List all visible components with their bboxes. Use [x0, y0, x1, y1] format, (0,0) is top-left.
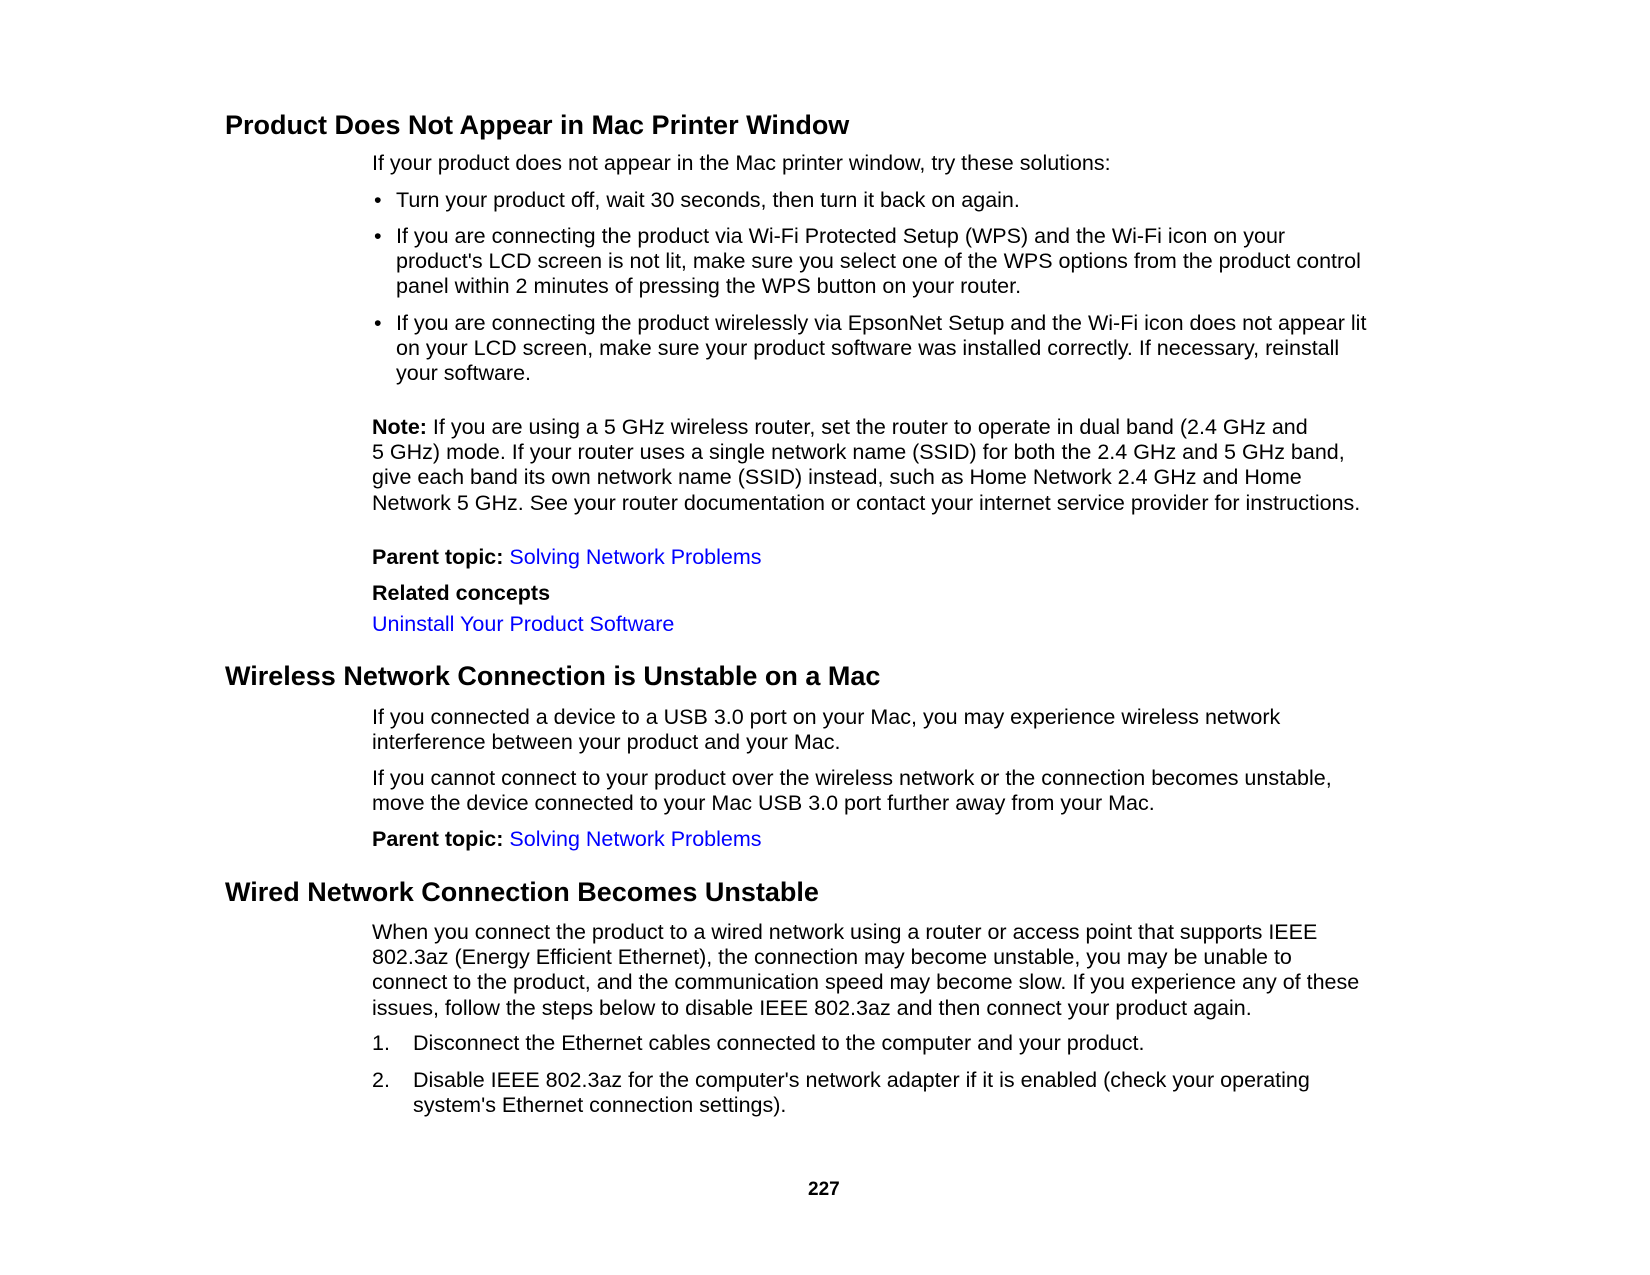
step-item [372, 1031, 1145, 1056]
parent-topic-link[interactable]: Solving Network Problems [509, 545, 762, 569]
bullet-line: panel within 2 minutes of pressing the WPS button on your router. [396, 274, 1022, 299]
bullet-item [374, 188, 1020, 213]
note-block [372, 415, 1360, 516]
bullet-line: Turn your product off, wait 30 seconds, then turn it back on again. [396, 188, 1020, 212]
paragraph-line: If you connected a device to a USB 3.0 port on your Mac, you may experience wireless network [372, 705, 1281, 729]
paragraph-line: If you cannot connect to your product over the wireless network or the connection becomes unstable, [372, 766, 1332, 790]
note-label: Note: [372, 415, 427, 439]
bullet-line: If you are connecting the product via Wi-Fi Protected Setup (WPS) and the Wi-Fi icon on your [396, 224, 1286, 248]
paragraph [372, 705, 1280, 755]
bullet-icon: • [374, 188, 382, 212]
related-concepts-label: Related concepts [372, 581, 551, 605]
step-number: 1. [372, 1031, 390, 1055]
paragraph [372, 766, 1332, 816]
note-line: If you are using a 5 GHz wireless router, set the router to operate in dual band (2.4 GHz and [426, 415, 1308, 439]
step-line: Disconnect the Ethernet cables connected to the computer and your product. [413, 1031, 1145, 1055]
step-item [372, 1068, 1310, 1118]
paragraph [372, 920, 1359, 1021]
note-line: Network 5 GHz. See your router documentation or contact your internet service provider for instructions. [372, 490, 1361, 515]
bullet-icon: • [374, 224, 382, 248]
parent-topic-link[interactable]: Solving Network Problems [509, 827, 762, 851]
paragraph-line: 802.3az (Energy Efficient Ethernet), the connection may become unstable, you may be unable to [372, 945, 1292, 970]
section-heading: Wireless Network Connection is Unstable on a Mac [225, 661, 881, 691]
paragraph-line: move the device connected to your Mac USB 3.0 port further away from your Mac. [372, 791, 1155, 816]
paragraph-line: issues, follow the steps below to disable IEEE 802.3az and then connect your product again. [372, 995, 1252, 1020]
step-number: 2. [372, 1068, 390, 1092]
bullet-item [374, 311, 1367, 387]
bullet-line: product's LCD screen is not lit, make sure you select one of the WPS options from the product control [396, 249, 1361, 274]
page-number: 227 [808, 1179, 840, 1200]
parent-topic-label: Parent topic: [372, 545, 504, 569]
note-line: 5 GHz) mode. If your router uses a single network name (SSID) for both the 2.4 GHz and 5 GHz band, [372, 440, 1345, 465]
paragraph-line: interference between your product and your Mac. [372, 730, 841, 755]
parent-topic-label: Parent topic: [372, 827, 504, 851]
parent-topic [372, 545, 762, 570]
bullet-line: on your LCD screen, make sure your product software was installed correctly. If necessary, reinstall [396, 336, 1340, 361]
bullet-line: If you are connecting the product wirelessly via EpsonNet Setup and the Wi-Fi icon does not appear lit [396, 311, 1367, 335]
paragraph-line: connect to the product, and the communication speed may become slow. If you experience any of these [372, 970, 1360, 995]
note-line: give each band its own network name (SSID) instead, such as Home Network 2.4 GHz and Home [372, 465, 1302, 490]
parent-topic [372, 827, 762, 852]
step-line: Disable IEEE 802.3az for the computer's network adapter if it is enabled (check your operating [413, 1068, 1310, 1092]
bullet-item [374, 224, 1361, 300]
intro-text: If your product does not appear in the Mac printer window, try these solutions: [372, 151, 1111, 175]
bullet-icon: • [374, 311, 382, 335]
section-heading: Product Does Not Appear in Mac Printer Window [225, 110, 850, 140]
bullet-line: your software. [396, 361, 532, 386]
paragraph-line: When you connect the product to a wired network using a router or access point that supports IEEE [372, 920, 1318, 944]
step-line: system's Ethernet connection settings). [413, 1093, 787, 1118]
section-heading: Wired Network Connection Becomes Unstable [225, 877, 819, 907]
related-concept-link[interactable]: Uninstall Your Product Software [372, 612, 675, 636]
